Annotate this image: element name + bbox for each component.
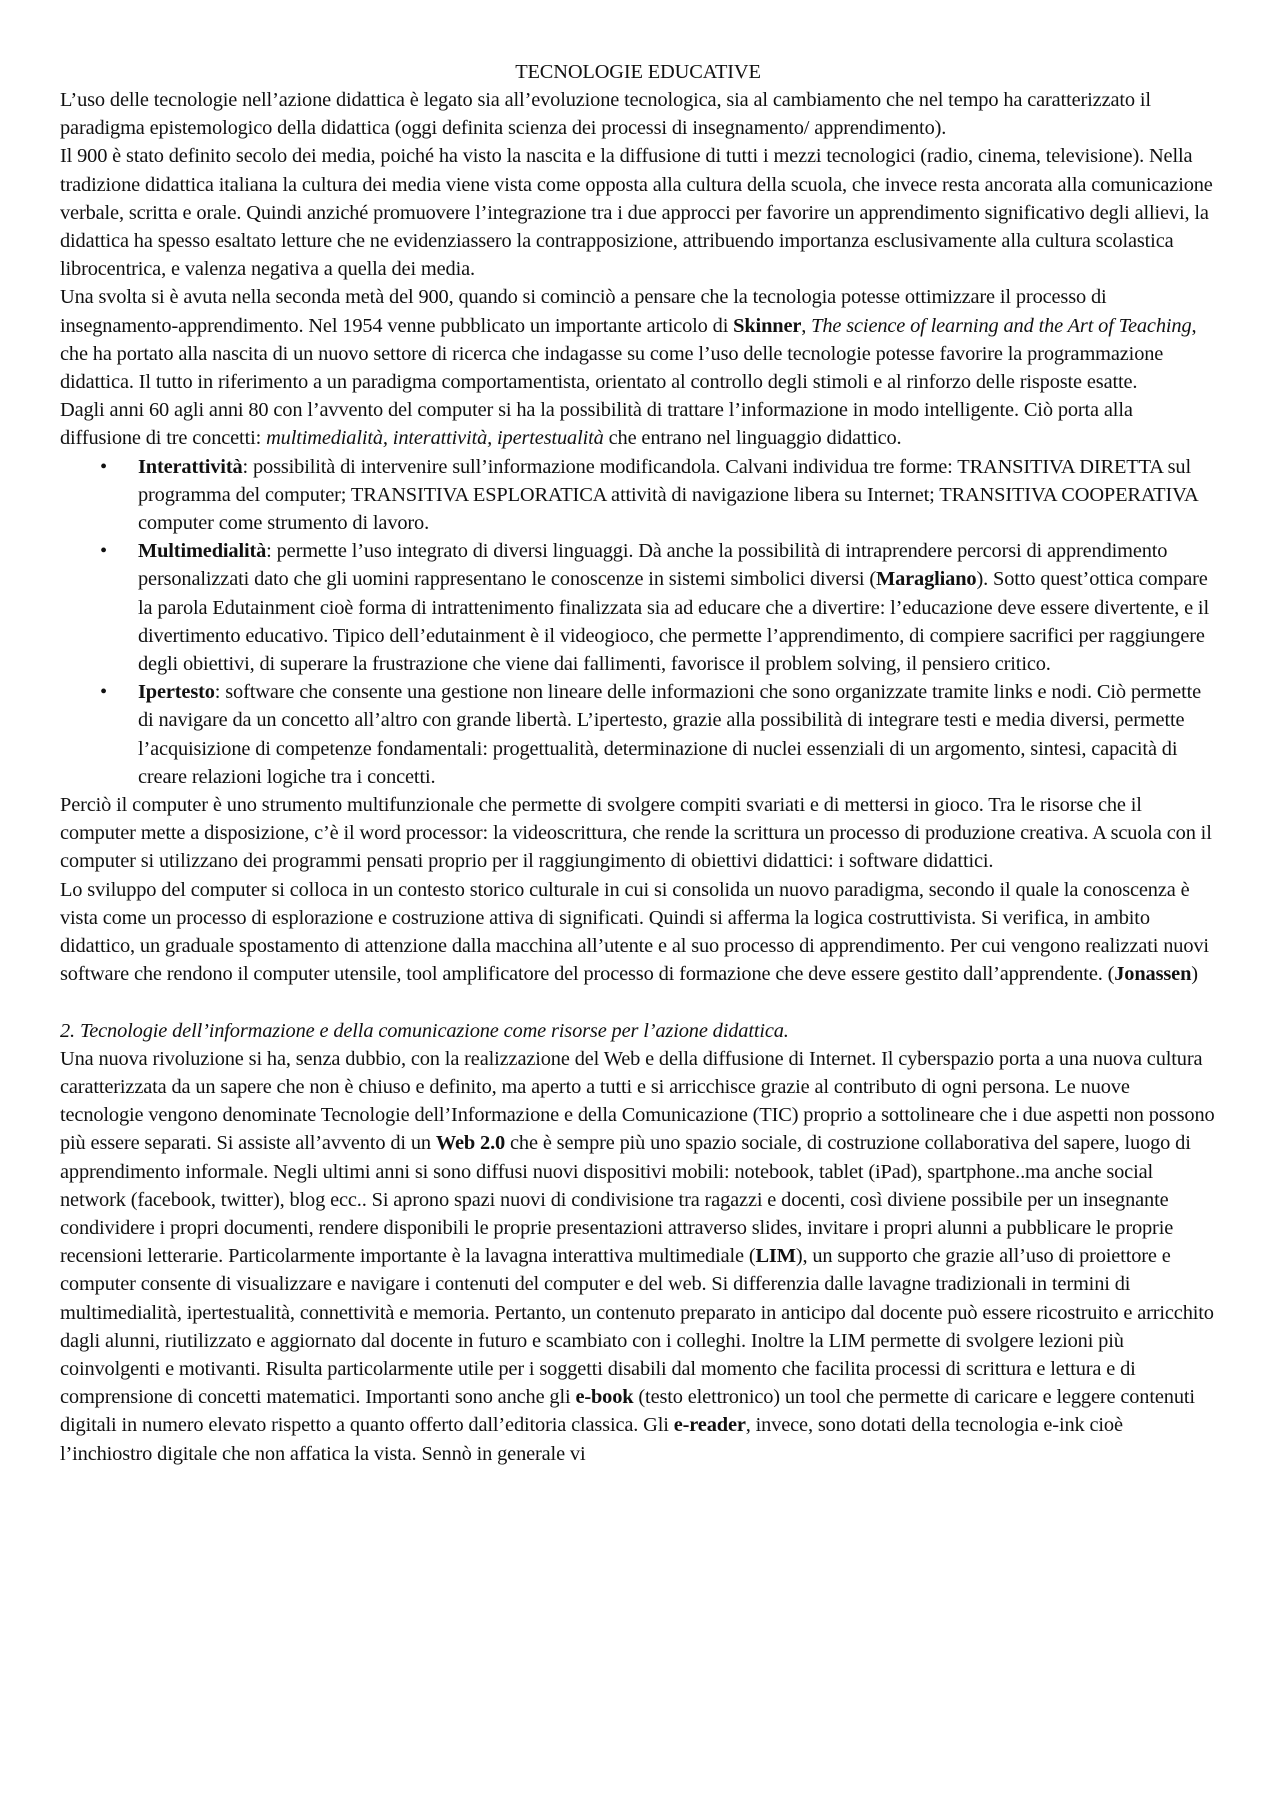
bullet-icon: • [100,455,107,478]
paragraph-text: che entrano nel linguaggio didattico. [603,427,902,450]
bullet-icon: • [100,540,107,563]
bullet-term: Ipertesto [138,681,215,704]
section-heading: 2. Tecnologie dell’informazione e della comunicazione come risorse per l’azione didattica. [60,1019,789,1042]
bullet-text: : permette l’uso integrato di diversi linguaggi. Dà anche la possibilità di intraprendere percorsi di apprendimento personalizzati dato che gli uomini rappresentano le conoscenze in sistemi simbolici diversi ( [138,540,1168,591]
bullet-item-interattivita [60,453,1216,538]
term-ebook: e-book [575,1386,634,1409]
author-name: Maragliano [876,568,977,591]
paragraph-intro: L’uso delle tecnologie nell’azione didattica è legato sia all’evoluzione tecnologica, sia al cambiamento che nel tempo ha caratterizzato il paradigma epistemologico della didattica (oggi definita scienza dei processi di insegnamento/ apprendimento). [60,89,1151,140]
term-lim: LIM [755,1245,796,1268]
paragraph-text: (testo elettronico) un tool che permette di caricare e leggere contenuti digitali in numero elevato rispetto a quanto offerto dall’editoria classica. Gli [60,1386,1195,1437]
paragraph-three-concepts [60,396,1216,452]
spacer [60,989,1216,1017]
bullet-text: : software che consente una gestione non lineare delle informazioni che sono organizzate tramite links e nodi. Ciò permette di navigare da un concetto all’altro con grande libertà. L’ipertesto, grazie alla possibilità di integrare testi e media diversi, permette l’acquisizione di competenze fondamentali: progettualità, determinazione di nuclei essenziali di un argomento, sintesi, capacità di creare relazioni logiche tra i concetti. [138,681,1201,788]
paragraph-skinner [60,283,1216,396]
bullet-item-ipertesto [60,678,1216,791]
term-web: Web 2.0 [435,1132,506,1155]
document-title: TECNOLOGIE EDUCATIVE [515,61,761,83]
paragraph-text: , invece, sono dotati della tecnologia e-ink cioè l’inchiostro digitale che non affatica la vista. Sennò in generale vi [60,1414,1123,1465]
paragraph-computer-tool: Perciò il computer è uno strumento multifunzionale che permette di svolgere compiti svariati e di mettersi in gioco. Tra le risorse che il computer mette a disposizione, c’è il word processor: la videoscrittura, che rende la scrittura un processo di produzione creativa. A scuola con il computer si utilizzano dei programmi pensati proprio per il raggiungimento di obiettivi didattici: i software didattici. [60,794,1212,873]
paragraph-text: che è sempre più uno spazio sociale, di costruzione collaborativa del sapere, luogo di apprendimento informale. Negli ultimi anni si sono diffusi nuovi dispositivi mobili: notebook, tablet (iPad), spartphone..ma anche social network (facebook, twitter), blog ecc.. Si aprono spazi nuovi di condivisione tra ragazzi e docenti, così diviene possibile per un insegnante condividere i propri documenti, rendere disponibili le proprie presentazioni attraverso slides, invitare i propri alunni a pubblicare le proprie recensioni letterarie. Particolarmente importante è la lavagna interattiva multimediale ( [60,1132,1191,1268]
paragraph-web-revolution [60,1045,1216,1468]
paragraph-constructivism [60,876,1216,989]
bullet-item-multimedialita [60,537,1216,678]
author-name: Skinner [733,314,802,337]
concepts-list: multimedialità, interattività, ipertestualità [266,427,604,450]
paragraph-text: Dagli anni 60 agli anni 80 con l’avvento del computer si ha la possibilità di trattare l’informazione in modo intelligente. Ciò porta alla diffusione di tre concetti: [60,399,1133,450]
bullet-text: ). Sotto quest’ottica compare la parola Edutainment cioè forma di intrattenimento finalizzata sia ad educare che a divertire: l’educazione deve essere divertente, e il divertimento educativo. Tipico dell’edutainment è il videogioco, che permette l’apprendimento, di compiere sacrifici per raggiungere degli obiettivi, di superare la frustrazione che viene dai fallimenti, favorisce il problem solving, il pensiero critico. [138,568,1209,676]
paragraph-text: ) [1191,963,1198,986]
bullet-text: : possibilità di intervenire sull’informazione modificandola. Calvani individua tre forme: TRANSITIVA DIRETTA sul programma del computer; TRANSITIVA ESPLORATICA attività di navigazione libera su Internet; TRANSITIVA COOPERATIVA computer come strumento di lavoro. [138,455,1198,535]
paragraph-media-century: Il 900 è stato definito secolo dei media, poiché ha visto la nascita e la diffusione di tutti i mezzi tecnologici (radio, cinema, televisione). Nella tradizione didattica italiana la cultura dei media viene vista come opposta alla cultura della scuola, che invece resta ancorata alla comunicazione verbale, scritta e orale. Quindi anziché promuovere l’integrazione tra i due approcci per favorire un apprendimento significativo degli allievi, la didattica ha spesso esaltato letture che ne evidenziassero la contrapposizione, attribuendo importanza esclusivamente alla cultura scolastica librocentrica, e valenza negativa a quella dei media. [60,145,1213,281]
paragraph-text: ), un supporto che grazie all’uso di proiettore e computer consente di visualizzare e navigare i contenuti del computer e del web. Si differenzia dalle lavagne tradizionali in termini di multimedialità, ipertestualità, connettività e memoria. Pertanto, un contenuto preparato in anticipo dal docente può essere ricostruito e arricchito dagli alunni, riutilizzato e aggiornato dal docente in futuro e scambiato con i colleghi. Inoltre la LIM permette di svolgere lezioni più coinvolgenti e motivanti. Risulta particolarmente utile per i soggetti disabili dal momento che facilita processi di scrittura e lettura e di comprensione di concetti matematici. Importanti sono anche gli [60,1245,1214,1409]
paragraph-text: , [801,314,812,337]
paragraph-text: , che ha portato alla nascita di un nuovo settore di ricerca che indagasse su come l’uso delle tecnologie potesse favorire la programmazione didattica. Il tutto in riferimento a un paradigma comportamentista, orientato al controllo degli stimoli e al rinforzo delle risposte esatte. [60,314,1197,394]
article-title: The science of learning and the Art of Teaching [811,314,1192,337]
paragraph-text: Lo sviluppo del computer si colloca in un contesto storico culturale in cui si consolida un nuovo paradigma, secondo il quale la conoscenza è vista come un processo di esplorazione e costruzione attiva di significati. Quindi si afferma la logica costruttivista. Si verifica, in ambito didattico, un graduale spostamento di attenzione dalla macchina all’utente e al suo processo di apprendimento. Per cui vengono realizzati nuovi software che rendono il computer utensile, tool amplificatore del processo di formazione che deve essere gestito dall’apprendente. ( [60,878,1209,986]
concepts-bullet-list [60,453,1216,791]
bullet-term: Interattività [138,455,243,478]
bullet-term: Multimedialità [138,540,267,563]
document-page [60,58,1216,1468]
paragraph-text: Una nuova rivoluzione si ha, senza dubbio, con la realizzazione del Web e della diffusione di Internet. Il cyberspazio porta a una nuova cultura caratterizzata da un sapere che non è chiuso e definito, ma aperto a tutti e si arricchisce grazie al contributo di ogni persona. Le nuove tecnologie vengono denominate Tecnologie dell’Informazione e della Comunicazione (TIC) proprio a sottolineare che i due aspetti non possono più essere separati. Si assiste all’avvento di un [60,1047,1215,1155]
paragraph-text: Una svolta si è avuta nella seconda metà del 900, quando si cominciò a pensare che la tecnologia potesse ottimizzare il processo di insegnamento-apprendimento. Nel 1954 venne pubblicato un importante articolo di [60,286,1107,337]
term-ereader: e-reader [673,1414,746,1437]
author-name: Jonassen [1114,963,1192,986]
bullet-icon: • [100,681,107,704]
